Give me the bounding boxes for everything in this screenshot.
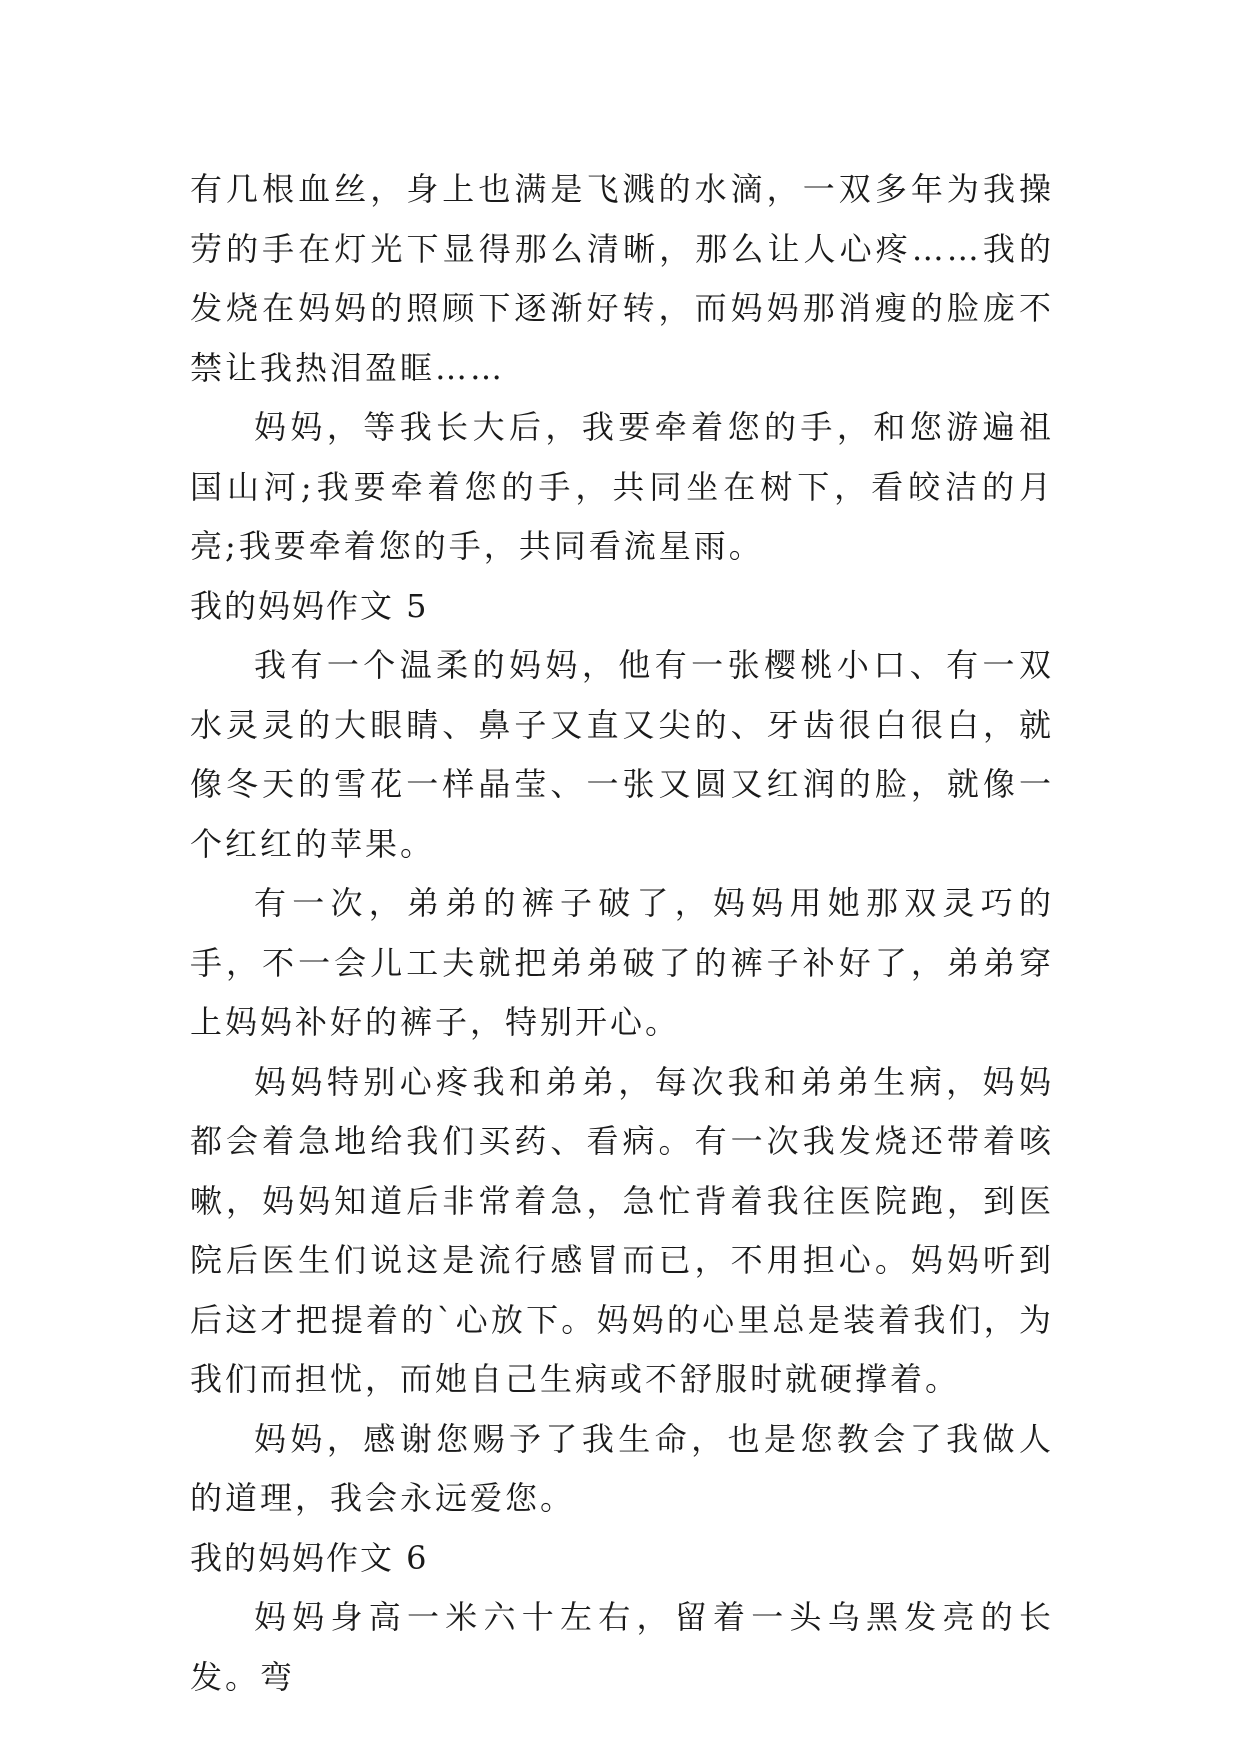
paragraph: 妈妈身高一米六十左右，留着一头乌黑发亮的长发。弯 — [190, 1598, 1054, 1696]
paragraph: 妈妈，感谢您赐予了我生命，也是您教会了我做人的道理，我会永远爱您。 — [190, 1419, 1054, 1517]
paragraph: 妈妈特别心疼我和弟弟，每次我和弟弟生病，妈妈都会着急地给我们买药、看病。有一次我发烧还带着咳嗽，妈妈知道后非常着急，急忙背着我往医院跑，到医院后医生们说这是流行感冒而已，不用担心。妈妈听到后这才把提着的`心放下。妈妈的心里总是装着我们，为我们而担忧，而她自己生病或不舒服时就硬撑着。 — [190, 1062, 1054, 1398]
section-heading: 我的妈妈作文 5 — [190, 586, 429, 625]
paragraph: 有几根血丝，身上也满是飞溅的水滴，一双多年为我操劳的手在灯光下显得那么清晰，那么让人心疼……我的发烧在妈妈的照顾下逐渐好转，而妈妈那消瘦的脸庞不禁让我热泪盈眶…… — [190, 170, 1054, 387]
paragraph: 妈妈，等我长大后，我要牵着您的手，和您游遍祖国山河;我要牵着您的手，共同坐在树下，看皎洁的月亮;我要牵着您的手，共同看流星雨。 — [190, 408, 1054, 565]
paragraph: 我有一个温柔的妈妈，他有一张樱桃小口、有一双水灵灵的大眼睛、鼻子又直又尖的、牙齿很白很白，就像冬天的雪花一样晶莹、一张又圆又红润的脸，就像一个红红的苹果。 — [190, 646, 1054, 863]
document-body — [190, 160, 1054, 1707]
section-heading: 我的妈妈作文 6 — [190, 1538, 429, 1577]
paragraph: 有一次，弟弟的裤子破了，妈妈用她那双灵巧的手，不一会儿工夫就把弟弟破了的裤子补好了，弟弟穿上妈妈补好的裤子，特别开心。 — [190, 884, 1054, 1041]
